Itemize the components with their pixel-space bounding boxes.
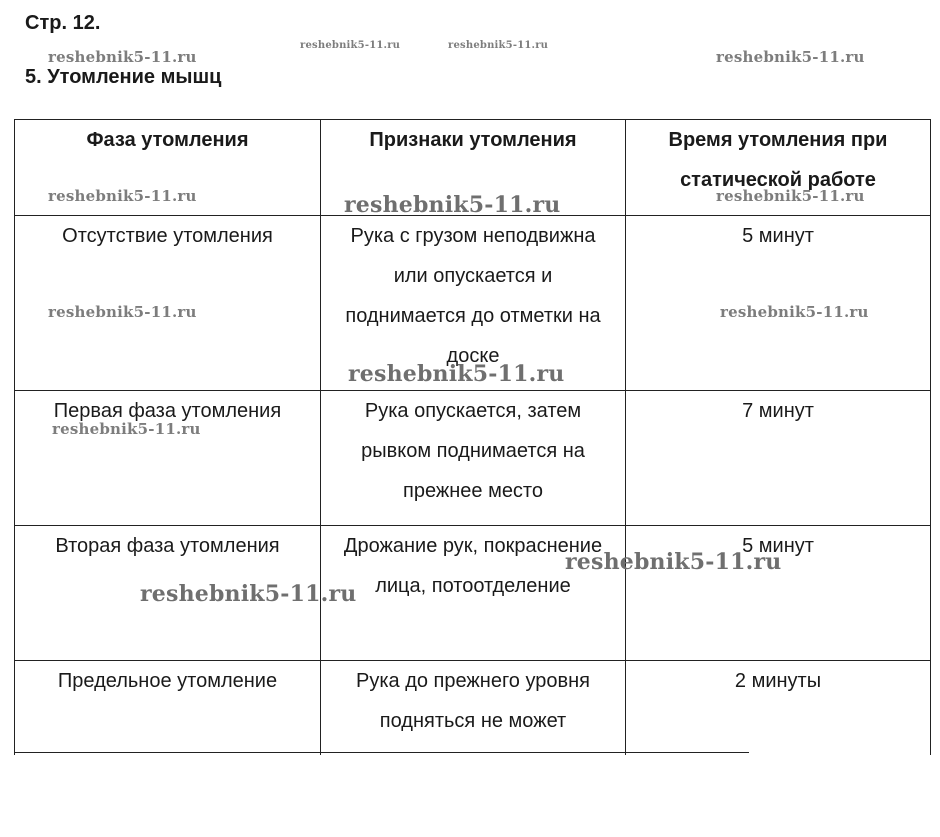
- watermark: reshebnik5-11.ru: [348, 361, 565, 387]
- phase-cell: Предельное утомление: [15, 661, 321, 755]
- phase-cell: Отсутствие утомления: [15, 216, 321, 391]
- watermark: reshebnik5-11.ru: [300, 40, 401, 51]
- signs-cell: Рука опускается, затем рывком поднимается на прежнее место: [321, 391, 626, 526]
- watermark: reshebnik5-11.ru: [48, 303, 197, 321]
- watermark: reshebnik5-11.ru: [48, 48, 197, 66]
- watermark: reshebnik5-11.ru: [720, 303, 869, 321]
- watermark: reshebnik5-11.ru: [565, 549, 782, 575]
- time-cell: 2 минуты: [626, 661, 931, 755]
- time-cell: 5 минут: [626, 526, 931, 661]
- table-row: [15, 661, 931, 755]
- signs-cell: Дрожание рук, покраснение лица, потоотделение: [321, 526, 626, 661]
- page-header: Стр. 12.: [25, 12, 101, 34]
- signs-cell: Рука до прежнего уровня подняться не может: [321, 661, 626, 755]
- column-header-signs: Признаки утомления: [321, 120, 626, 216]
- section-title: 5. Утомление мышц: [25, 66, 222, 88]
- phase-cell: Вторая фаза утомления: [15, 526, 321, 661]
- column-header-phase: Фаза утомления: [15, 120, 321, 216]
- table-row: [15, 391, 931, 526]
- watermark: reshebnik5-11.ru: [52, 420, 201, 438]
- column-header-time: Время утомления при статической работе: [626, 120, 931, 216]
- watermark: reshebnik5-11.ru: [716, 48, 865, 66]
- watermark: reshebnik5-11.ru: [716, 187, 865, 205]
- phase-cell: Первая фаза утомления: [15, 391, 321, 526]
- watermark: reshebnik5-11.ru: [140, 581, 357, 607]
- time-cell: 7 минут: [626, 391, 931, 526]
- table-bottom-line: [14, 752, 749, 753]
- watermark: reshebnik5-11.ru: [48, 187, 197, 205]
- time-cell: 5 минут: [626, 216, 931, 391]
- signs-cell: Рука с грузом неподвижна или опускается и поднимается до отметки на доске: [321, 216, 626, 391]
- watermark: reshebnik5-11.ru: [344, 192, 561, 218]
- watermark: reshebnik5-11.ru: [448, 40, 549, 51]
